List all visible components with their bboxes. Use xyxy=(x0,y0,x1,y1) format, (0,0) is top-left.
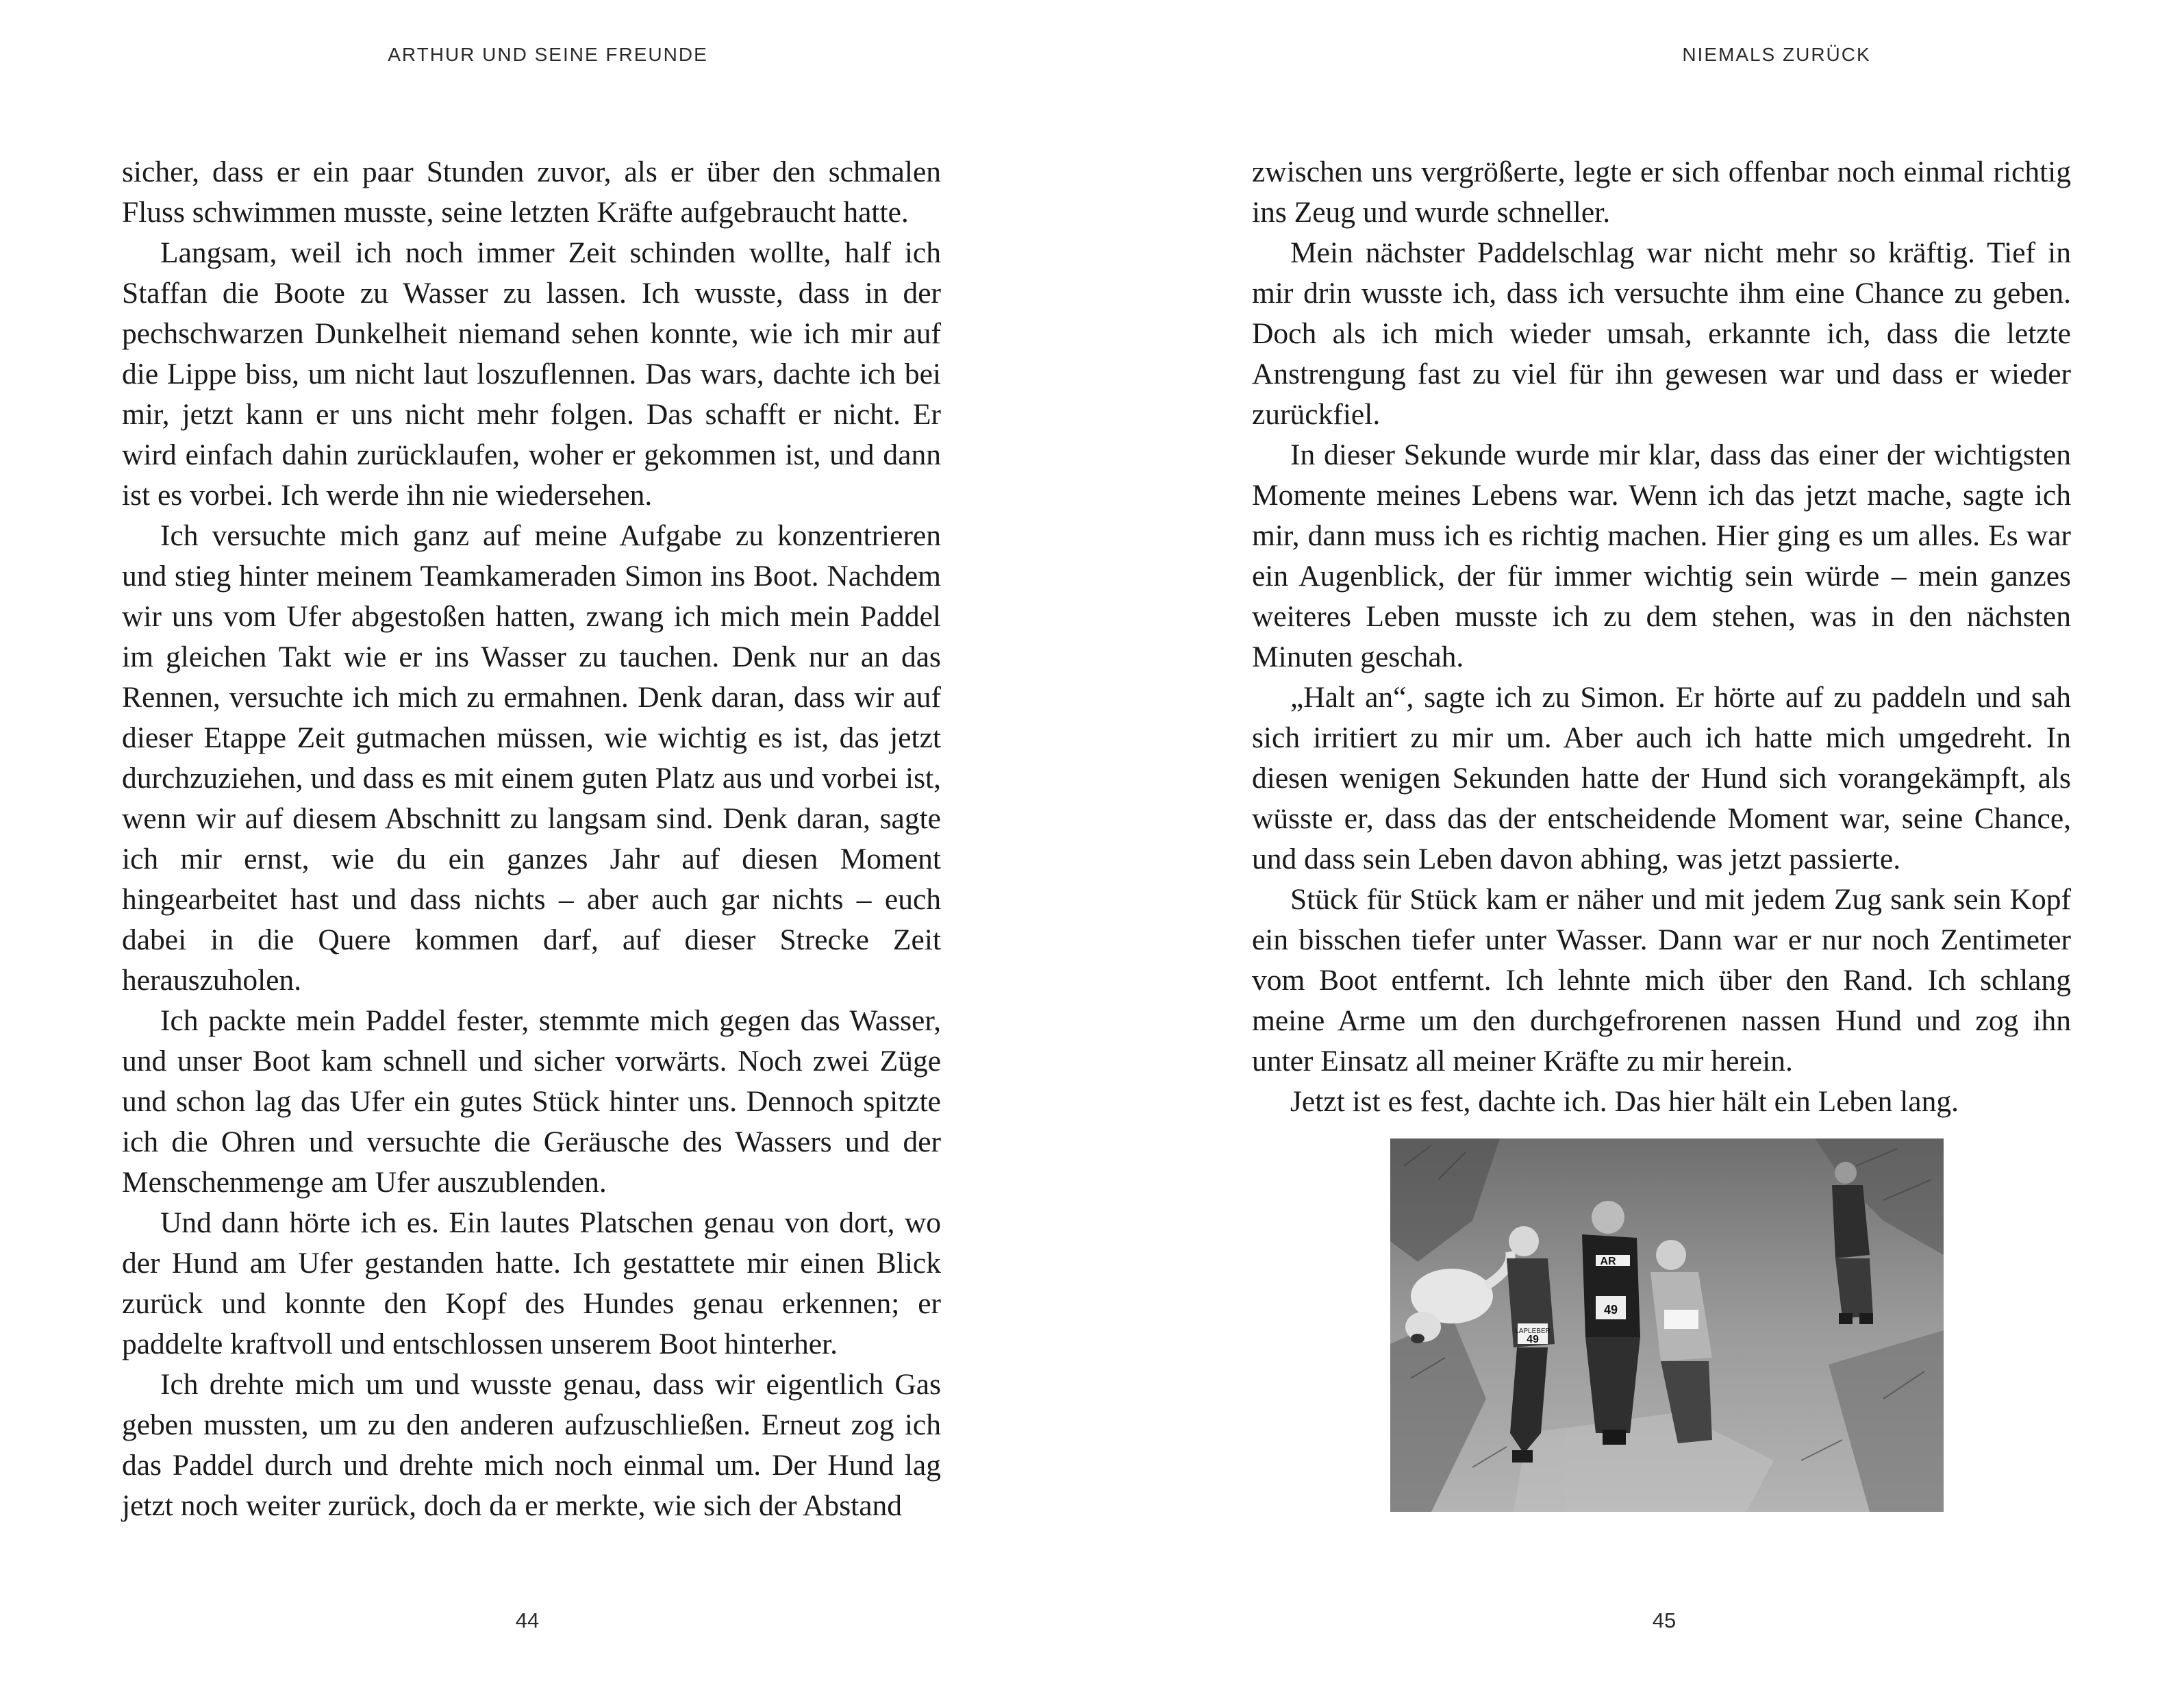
bib-number-left: 49 xyxy=(1527,1334,1539,1345)
paragraph: zwischen uns vergrößerte, legte er sich offenbar noch einmal richtig ins Zeug und wurde schneller. xyxy=(1252,155,2071,229)
shirt-name: LAPLEBER xyxy=(1515,1328,1551,1335)
paragraph: sicher, dass er ein paar Stunden zuvor, als er über den schmalen Fluss schwimmen musste, seine letzten Kräfte aufgebraucht hatte. xyxy=(122,155,941,229)
bib-number-center: 49 xyxy=(1603,1303,1618,1317)
photo-team-carrying-dog xyxy=(1390,1138,1944,1512)
paragraph: Ich versuchte mich ganz auf meine Aufgabe zu konzentrieren und stieg hinter meinem Teamkameraden Simon ins Boot. Nachdem wir uns vom Ufer abgestoßen hatten, zwang ich mich mein Paddel im gleichen Takt wie er ins Wasser zu tauchen. Denk nur an das Rennen, versuchte ich mich zu ermahnen. Denk daran, dass wir auf dieser Etappe Zeit gutmachen müssen, wie wichtig es ist, das jetzt durchzuziehen, und dass es mit einem guten Platz aus und vorbei ist, wenn wir auf diesem Abschnitt zu langsam sind. Denk daran, sagte ich mir ernst, wie du ein ganzes Jahr auf diesen Moment hingearbeitet hast und dass nichts – aber auch gar nichts – euch dabei in die Quere kommen darf, auf dieser Strecke Zeit herauszuholen. xyxy=(122,519,941,997)
paragraph: Mein nächster Paddelschlag war nicht mehr so kräftig. Tief in mir drin wusste ich, dass ich versuchte ihm eine Chance zu geben. Doch als ich mich wieder umsah, erkannte ich, dass die letzte Anstrengung fast zu viel für ihn gewesen war und dass er wieder zurückfiel. xyxy=(1252,236,2071,431)
paragraph: Langsam, weil ich noch immer Zeit schinden wollte, half ich Staffan die Boote zu Wasser zu lassen. Ich wusste, dass in der pechschwarzen Dunkelheit niemand sehen konnte, wie ich mir auf die Lippe biss, um nicht laut loszuflennen. Das wars, dachte ich bei mir, jetzt kann er uns nicht mehr folgen. Das schafft er nicht. Er wird einfach dahin zurücklaufen, woher er gekommen ist, und dann ist es vorbei. Ich werde ihn nie wiedersehen. xyxy=(122,236,941,512)
running-head-left: ARTHUR UND SEINE FREUNDE xyxy=(388,44,708,65)
paragraph: Jetzt ist es fest, dachte ich. Das hier hält ein Leben lang. xyxy=(1290,1085,1959,1118)
paragraph: „Halt an“, sagte ich zu Simon. Er hörte auf zu paddeln und sah sich irritiert zu mir um. Aber auch ich hatte mich umgedreht. In diesen wenigen Sekunden hatte der Hund sich vorangekämpft, als wüsste er, dass das der entscheidende Moment war, seine Chance, und dass sein Leben davon abhing, was jetzt passierte. xyxy=(1252,681,2071,875)
paragraph: Stück für Stück kam er näher und mit jedem Zug sank sein Kopf ein bisschen tiefer unter Wasser. Dann war er nur noch Zentimeter vom Boot entfernt. Ich lehnte mich über den Rand. Ich schlang meine Arme um den durchgefrorenen nassen Hund und zog ihn unter Einsatz all meiner Kräfte zu mir herein. xyxy=(1252,883,2071,1078)
paragraph: Ich packte mein Paddel fester, stemmte mich gegen das Wasser, und unser Boot kam schnell und sicher vorwärts. Noch zwei Züge und schon lag das Ufer ein gutes Stück hinter uns. Dennoch spitzte ich die Ohren und versuchte die Geräusche des Wassers und der Menschenmenge am Ufer auszublenden. xyxy=(122,1004,941,1199)
page-number-left: 44 xyxy=(515,1608,540,1632)
left-text-block xyxy=(122,152,941,1526)
paragraph: Ich drehte mich um und wusste genau, dass wir eigentlich Gas geben mussten, um zu den anderen aufzuschließen. Erneut zog ich das Paddel durch und drehte mich noch einmal um. Der Hund lag jetzt noch weiter zurück, doch da er merkte, wie sich der Abstand xyxy=(122,1368,941,1522)
shirt-brand: AR xyxy=(1600,1256,1616,1267)
paragraph: In dieser Sekunde wurde mir klar, dass das einer der wichtigsten Momente meines Lebens war. Wenn ich das jetzt mache, sagte ich mir, dann muss ich es richtig machen. Hier ging es um alles. Es war ein Augenblick, der für immer wichtig sein würde – mein ganzes weiteres Leben musste ich zu dem stehen, was in den nächsten Minuten geschah. xyxy=(1252,438,2071,673)
paragraph: Und dann hörte ich es. Ein lautes Platschen genau von dort, wo der Hund am Ufer gestanden hatte. Ich gestattete mir einen Blick zurück und konnte den Kopf des Hundes genau erkennen; er paddelte kraftvoll und entschlossen unserem Boot hinterher. xyxy=(122,1206,941,1360)
running-head-right: NIEMALS ZURÜCK xyxy=(1682,44,1871,65)
right-page xyxy=(1092,0,2184,1705)
right-text-block xyxy=(1252,152,2071,1122)
page-number-right: 45 xyxy=(1652,1608,1677,1632)
photo-illustration xyxy=(1390,1138,1944,1512)
